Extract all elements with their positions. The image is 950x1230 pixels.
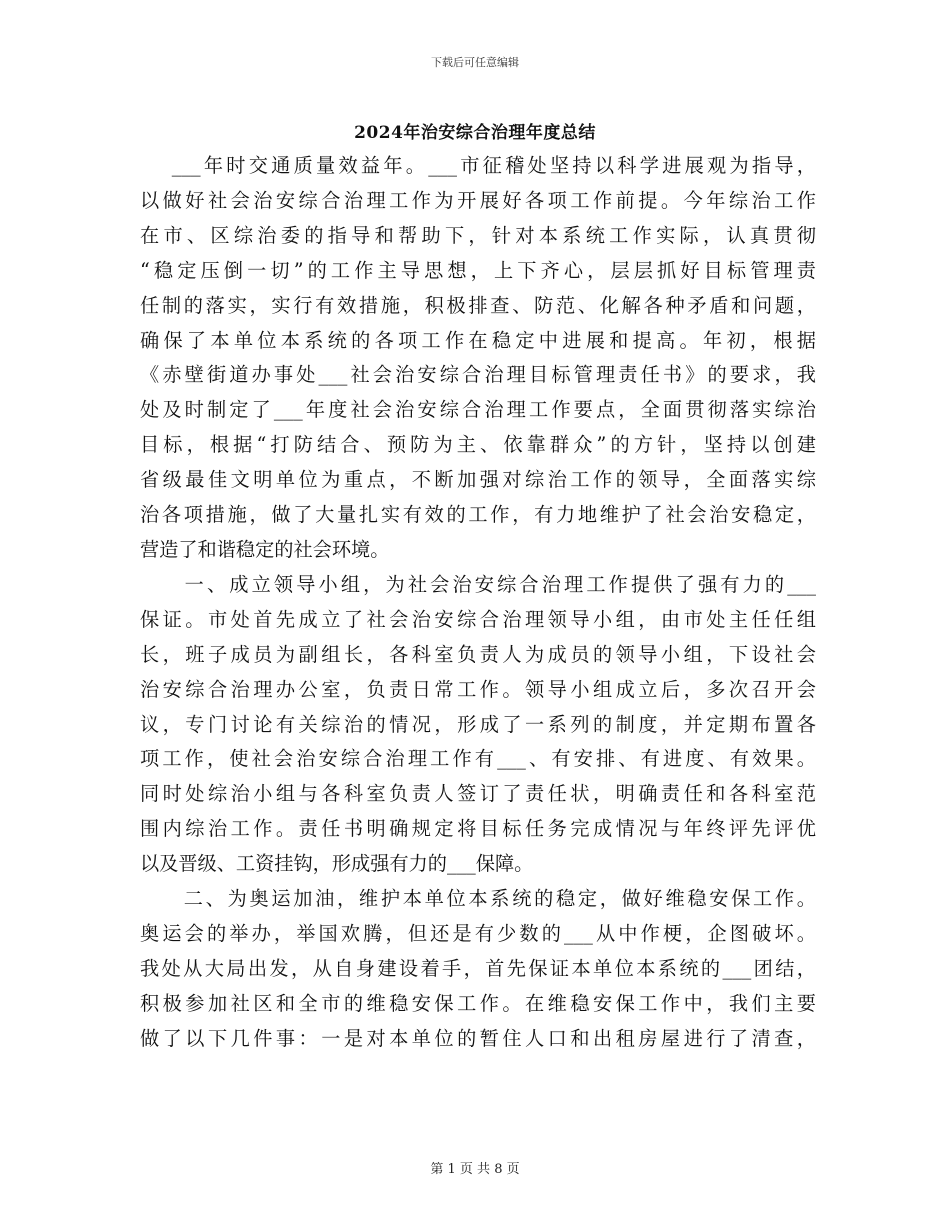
text-line: 一、成立领导小组，为社会治安综合治理工作提供了强有力的___	[140, 572, 816, 596]
text-line: 治安综合治理办公室，负责日常工作。领导小组成立后，多次召开会	[140, 677, 816, 701]
text-line: 项工作，使社会治安综合治理工作有___、有安排、有进度、有效果。	[140, 747, 816, 771]
paragraph-section-one	[140, 568, 816, 882]
page-number: 第 1 页 共 8 页	[430, 1162, 520, 1177]
text-line: 确保了本单位本系统的各项工作在稳定中进展和提高。年初，根据	[140, 328, 816, 352]
text-line: ___年时交通质量效益年。___市征稽处坚持以科学进展观为指导，	[140, 154, 816, 177]
text-line: 省级最佳文明单位为重点，不断加强对综治工作的领导，全面落实综	[140, 468, 816, 492]
text-line: 保证。市处首先成立了社会治安综合治理领导小组，由市处主任任组	[140, 607, 816, 631]
text-line: 《赤壁街道办事处___社会治安综合治理目标管理责任书》的要求，我	[140, 363, 816, 387]
text-line: 议，专门讨论有关综治的情况，形成了一系列的制度，并定期布置各	[140, 712, 816, 736]
text-line: 治各项措施，做了大量扎实有效的工作，有力地维护了社会治安稳定，	[140, 503, 816, 527]
text-line: 同时处综治小组与各科室负责人签订了责任状，明确责任和各科室范	[140, 782, 816, 806]
document-title: 2024年治安综合治理年度总结	[354, 123, 596, 143]
text-line: 以做好社会治安综合治理工作为开展好各项工作前提。今年综治工作	[140, 188, 816, 212]
paragraph-intro	[140, 149, 816, 568]
text-line: “稳定压倒一切”的工作主导思想，上下齐心，层层抓好目标管理责	[140, 258, 816, 282]
text-line: 任制的落实，实行有效措施，积极排查、防范、化解各种矛盾和问题，	[140, 293, 816, 317]
text-line: 围内综治工作。责任书明确规定将目标任务完成情况与年终评先评优	[140, 817, 816, 841]
text-line: 处及时制定了___年度社会治安综合治理工作要点，全面贯彻落实综治	[140, 398, 816, 422]
document-body	[140, 149, 816, 1057]
paragraph-section-two	[140, 882, 816, 1057]
page-header-note: 下载后可任意编辑	[431, 56, 519, 69]
text-line: 长，班子成员为副组长，各科室负责人为成员的领导小组，下设社会	[140, 642, 816, 666]
text-line: 积极参加社区和全市的维稳安保工作。在维稳安保工作中，我们主要	[140, 991, 816, 1015]
text-line: 我处从大局出发，从自身建设着手，首先保证本单位本系统的___团结，	[140, 956, 816, 980]
text-line: 做了以下几件事：一是对本单位的暂住人口和出租房屋进行了清查，	[140, 1026, 816, 1050]
text-line: 以及晋级、工资挂钩，形成强有力的___保障。	[140, 852, 534, 876]
text-line: 奥运会的举办，举国欢腾，但还是有少数的___从中作梗，企图破坏。	[140, 921, 816, 945]
text-line: 在市、区综治委的指导和帮助下，针对本系统工作实际，认真贯彻	[140, 223, 816, 247]
text-line: 二、为奥运加油，维护本单位本系统的稳定，做好维稳安保工作。	[140, 887, 816, 911]
text-line: 营造了和谐稳定的社会环境。	[140, 537, 390, 561]
text-line: 目标，根据“打防结合、预防为主、依靠群众”的方针，坚持以创建	[140, 433, 816, 457]
